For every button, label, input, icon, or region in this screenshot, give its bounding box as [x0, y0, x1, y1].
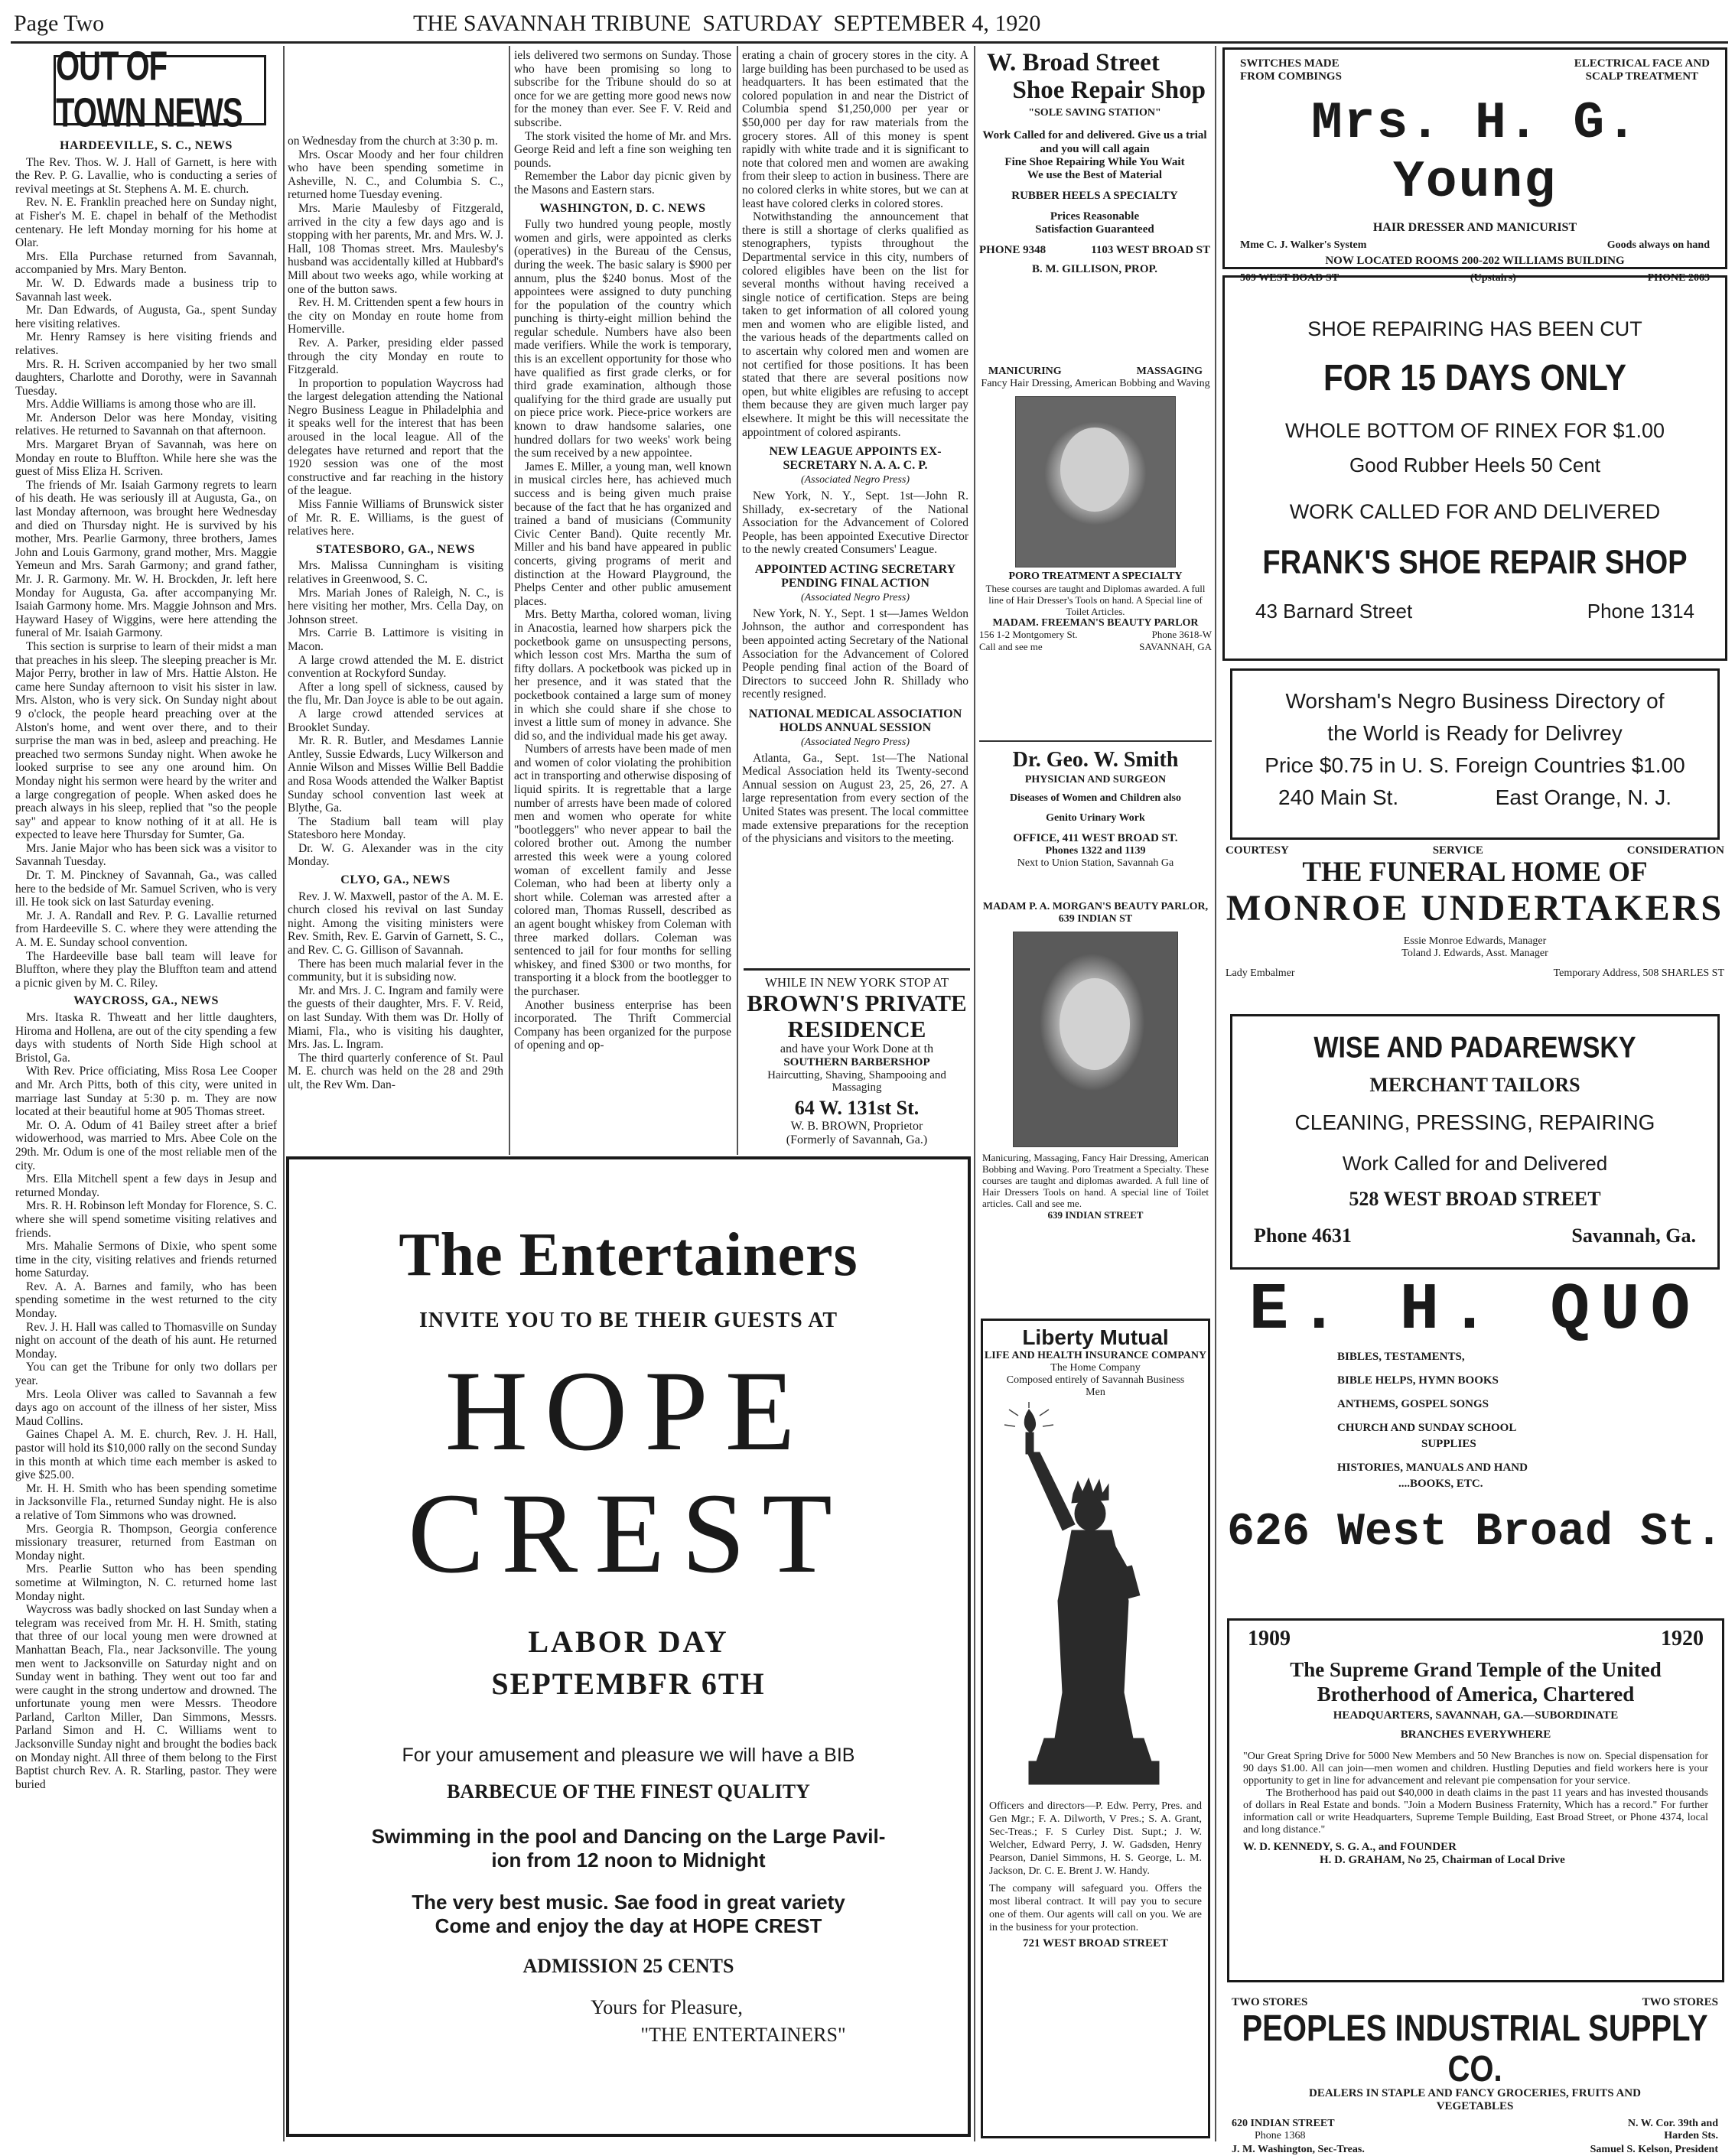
- ad-line: Satisfaction Guaranteed: [1035, 223, 1154, 236]
- news-column-3: [514, 49, 731, 1152]
- masthead-title: THE SAVANNAH TRIBUNE SATURDAY SEPTEMBER 4, 1920: [413, 11, 1041, 36]
- news-paragraph: Gaines Chapel A. M. E. church, Rev. J. H. Hall, pastor will hold its $10,000 rally on the second Sunday in this month at which time each member is asked to give $25.00.: [15, 1428, 277, 1482]
- ad-address: 240 Main St.: [1278, 785, 1399, 809]
- news-paragraph: Mrs. Leola Oliver was called to Savannah a few days ago on account of the illness of her sister, Miss Maud Collins.: [15, 1387, 277, 1428]
- news-paragraph: erating a chain of grocery stores in the city. A large building has been purchased to be used as headquarters. It has been estimated that the colored population in and near the District of Columbia spend $1,250,000 per year or $50,000 per day for raw materials from the grocery stores. All of this money is spent rapidly with white trade and it is significant to note that colored men and women are awaking from their sleep to action in business. There are no colored clerks in white stores, but we can at least have colored clerks in colored stores.: [742, 49, 968, 210]
- ad-line: (Upstairs): [1470, 272, 1516, 284]
- pedestal-base: [1029, 1761, 1159, 1784]
- news-column-2: [288, 135, 503, 1152]
- ad-title: The Supreme Grand Temple of the United Brotherhood of America, Chartered: [1290, 1658, 1662, 1706]
- news-paragraph: Fully two hundred young people, mostly women and girls, were appointed as clerks (operatives) in the Bureau of the Census, during the week. The basic salary is $900 per annum, plus the $240 bonus. Most of the appointees were assigned to duty punching for the population of the country which punching is thirty-eight million behind the regular schedule. Numbers have also been made verifiers. While the work is temporary, this is an excellent opportunity for those who have qualified as first grade clerks, or for third grade examination, although those qualifying for the third grade are usually put on piece price work. Piece-price workers are known to draw handsome salaries, one hundred dollars for two weeks' work being the sum received by a new appointee.: [514, 218, 731, 460]
- ad-line: and have your Work Done at th: [780, 1042, 934, 1055]
- ad-line: Next to Union Station, Savannah Ga: [1017, 857, 1174, 869]
- ad-line: Prices Reasonable: [1050, 210, 1140, 223]
- news-paragraph: New York, N. Y., Sept. 1 st—James Weldon Johnson, the author and correspondent has been appointed acting Secretary of the National Association for the Advancement of Colored People pending final action of the Board of Directors to succeed John R. Shillady who recently resigned.: [742, 606, 968, 701]
- news-paragraph: New York, N. Y., Sept. 1st—John R. Shillady, ex-secretary of the National Association for the Advancement of Colored People, has been appointed Executive Director to the newly created Consumers' League.: [742, 489, 968, 557]
- column-rule: [509, 46, 510, 1155]
- ad-year: 1909: [1248, 1627, 1291, 1650]
- ad-line: PHYSICIAN AND SURGEON: [1024, 774, 1167, 785]
- entertainers-ad: [286, 1156, 971, 2137]
- news-paragraph: Atlanta, Ga., Sept. 1st—The National Medical Association held its Twenty-second Annual session on August 23, 25, 26, 27. A large representation from every section of the United States was present. The local committee made extensive preparations for the reception of the physicians and visitors to the meeting.: [742, 751, 968, 846]
- ad-line: Haircutting, Shaving, Shampooing and Massaging: [767, 1069, 946, 1094]
- ad-line: Goods always on hand: [1606, 239, 1710, 251]
- ad-line: WHILE IN NEW YORK STOP AT: [764, 975, 949, 990]
- news-paragraph: Mrs. Pearlie Sutton who has been spending sometime at Wilmington, N. C. returned home last Monday night.: [15, 1563, 277, 1603]
- ad-address: 639 INDIAN STREET: [1047, 1209, 1144, 1221]
- news-paragraph: Mrs. Addie Williams is among those who are ill.: [26, 398, 256, 411]
- ad-address: East Orange, N. J.: [1495, 785, 1672, 809]
- ad-phone: PHONE 9348: [979, 244, 1047, 256]
- ad-line: HAIR DRESSER AND MANICURIST: [1372, 221, 1577, 234]
- ad-line: SERVICE: [1432, 844, 1483, 857]
- news-paragraph: Mr. R. R. Butler, and Mesdames Lannie Antley, Sussie Edwards, Lucy Wilkerson and Annie Wilson and Misses Willie Bell Baddie and Rosa Woods attended the Walker Baptist Sunday school convention last week at Blythe, Ga.: [288, 734, 503, 815]
- ad-line: WHOLE BOTTOM OF RINEX FOR $1.00: [1284, 419, 1665, 442]
- ad-line: Good Rubber Heels 50 Cent: [1349, 454, 1601, 476]
- ad-line: For your amusement and pleasure we will have a BIB: [402, 1745, 855, 1766]
- ad-title: THE FUNERAL HOME OF: [1302, 857, 1648, 888]
- ad-line: ....BOOKS, ETC.: [1398, 1478, 1483, 1490]
- news-paragraph: The stork visited the home of Mr. and Mrs. George Reid and left a fine son weighing ten pounds.: [514, 129, 731, 170]
- news-paragraph: This section is surprise to learn of their midst a man that preaches in his sleep. The sleeping preacher is Mr. Major Perry, brother in law of Mrs. Hattie Alston. He came here Sunday afternoon to visit his sister in law. Mrs. Alston, who is very sick. On Sunday night about 9 o'clock, the people heard preaching over at the Alston's home, and went over there, and to their surprise the man was in bed, asleep and preaching. He preached two sermons Sunday night. When awoke he looked surprise to see any one around him. On Monday night his sermon were heard by the writer and a large congregation of people. When asked does he preach always in his sleep, replied that "so the people say" and appear to know nothing of it at all. He is expected to leave here Thursday for Sumter, Ga.: [15, 639, 277, 842]
- news-paragraph: iels delivered two sermons on Sunday. Those who have been promising so long to subscribe for the Tribune should do so at once for we are getting more good news now for the money than ever. See F. V. Reid and subscribe.: [514, 49, 731, 129]
- ad-line: SCALP TREATMENT: [1585, 70, 1699, 83]
- news-paragraph: Waycross was badly shocked on last Sunday when a telegram was received from Mr. H. H. Smith, stating that three of our local young men were drowned at Manhattan Beach, Fla., near Jacksonville. The young men went to Jacksonville on Saturday night and on Sunday went in bathing. They went out too far and were caught in the strong undertow and drowned. The unfortunate young men were Messrs. Theodore Parland, Carlton Miller, Dan Simmons, Messrs. Parland Simon and H. C. Williams went to Jacksonville Sunday night and brought the bodies back on Monday night. All three of them belong to the First Baptist church Rev. A. R. Starling, pastor. They were buried: [15, 1603, 277, 1791]
- ad-title: E. H. QUO: [1248, 1273, 1701, 1348]
- column-rule: [737, 46, 738, 1155]
- wire-credit: (Associated Negro Press): [800, 592, 910, 604]
- ad-heading: BROWN'S PRIVATE: [747, 990, 967, 1016]
- ad-line: J. M. Washington, Sec-Treas.: [1232, 2144, 1365, 2155]
- news-paragraph: Mr. and Mrs. J. C. Ingram and family were the guests of their daughter, Mrs. F. V. Reid, on last Sunday. With them was Dr. Holly of Miami, Fla., who is visiting his daughter, Mrs. Jas. L. Ingram.: [288, 984, 503, 1052]
- ad-line: PORO TREATMENT A SPECIALTY: [1008, 571, 1183, 582]
- ad-signature: "THE ENTERTAINERS": [640, 2024, 846, 2046]
- news-paragraph: Notwithstanding the announcement that there is still a shortage of clerks qualified as stenographers, typists throughout the Departmental service in this city, numbers of colored eligibles have been on the list for several months without having received a single notice of certification. Steps are being taken to get information of all colored young men and women who are eligible listed, and the various heads of the departments called on to ascertain why colored men and women are not certified for those positions. It has been stated that there are several positions now open, but white eligibles are refusing to accept them because they are given much larger pay elsewhere. It might be this will necessitate the appointment of colored aspirants.: [742, 210, 968, 439]
- ad-line: BARBECUE OF THE FINEST QUALITY: [447, 1780, 810, 1803]
- news-paragraph: A large crowd attended services at Brooklet Sunday.: [288, 707, 503, 734]
- hope-crest-crest: CREST: [408, 1470, 849, 1597]
- news-column-1: [15, 135, 277, 2138]
- news-paragraph: With Rev. Price officiating, Miss Rosa Lee Cooper and Mr. Arch Pitts, both of this city, were united in marriage last Sunday at 5:30 p. m. They are now located at their beautiful home at 905 Thomas street.: [15, 1065, 277, 1119]
- ad-title: MONROE UNDERTAKERS: [1226, 888, 1724, 928]
- news-paragraph: Mrs. Betty Martha, colored woman, living in Anacostia, learned how sharpers pick the pocketbook game on unsuspecting persons, which lesson cost Mrs. Martha the sum of fifty dollars. A pocketbook was picked up in her presence, and it was stated that the pocketbook contained a large sum of money in which she could share if she chose to invest a little sum of money in advance. She did so, and the individual made his get away.: [514, 608, 731, 743]
- portrait-face: [1060, 978, 1130, 1070]
- ad-title: PEOPLES INDUSTRIAL SUPPLY CO.: [1242, 2008, 1708, 2089]
- news-paragraph: Mr. O. A. Odum of 41 Bailey street after a brief widowerhood, was married to Mrs. Abee Cole on the 29th. Mr. Odum is one of the most reliable men of the city.: [15, 1118, 277, 1172]
- freeman-portrait: [1015, 396, 1176, 567]
- ad-year: 1920: [1661, 1627, 1704, 1650]
- news-paragraph: Mr. Dan Edwards, of Augusta, Ga., spent Sunday here visiting relatives.: [15, 304, 277, 330]
- ad-line: ADMISSION 25 CENTS: [522, 1955, 734, 1977]
- ad-line: ELECTRICAL FACE AND: [1574, 57, 1710, 70]
- ad-line: Yours for Pleasure,: [591, 1996, 743, 2018]
- ad-line: ion from 12 noon to Midnight: [491, 1849, 766, 1871]
- ad-line: Come and enjoy the day at HOPE CREST: [435, 1914, 822, 1937]
- ad-address: 43 Barnard Street: [1255, 600, 1413, 623]
- news-paragraph: Mrs. Malissa Cunningham is visiting relatives in Greenwood, S. C.: [288, 559, 503, 586]
- news-paragraph: Mrs. Itaska R. Thweatt and her little daughters, Hiroma and Hollena, are out of the city spending a few days with students of North Side High school at Bristol, Ga.: [15, 1011, 277, 1065]
- news-paragraph: The Stadium ball team will play Statesboro here Monday.: [288, 815, 503, 842]
- ad-address: 1103 WEST BROAD ST: [1091, 244, 1210, 256]
- ad-line: BIBLES, TESTAMENTS,: [1337, 1351, 1465, 1363]
- torch-ray: [1009, 1410, 1018, 1416]
- column-rule: [1215, 46, 1216, 2141]
- news-paragraph: After a long spell of sickness, caused by the flu, Mr. Dan Joyce is able to be out again.: [288, 680, 503, 707]
- ad-line: Swimming in the pool and Dancing on the Large Pavil-: [371, 1825, 886, 1848]
- ad-line: Composed entirely of Savannah Business Men: [1006, 1374, 1185, 1398]
- peoples-supply-ad: [1224, 1996, 1726, 2155]
- hope-crest-hope: HOPE: [444, 1348, 812, 1475]
- ad-address: Temporary Address, 508 SHARLES ST: [1553, 967, 1724, 979]
- ad-line: SEPTEMBFR 6TH: [491, 1667, 766, 1701]
- ad-heading: RESIDENCE: [787, 1016, 926, 1042]
- news-paragraph: Miss Fannie Williams of Brunswick sister of Mr. R. E. Williams, is the guest of relatives here.: [288, 498, 503, 538]
- column-rule: [974, 46, 975, 2141]
- ad-line: TWO STORES: [1642, 1996, 1718, 2008]
- news-paragraph: Mrs. Janie Major who has been sick was a visitor to Savannah Tuesday.: [15, 841, 277, 869]
- franks-shoe-repair-ad: [1222, 275, 1727, 661]
- ad-line: BRANCHES EVERYWHERE: [1400, 1728, 1551, 1741]
- ad-address: 64 W. 131st St.: [794, 1097, 920, 1119]
- ad-line: Call and see me: [979, 641, 1043, 652]
- ad-line: CLEANING, PRESSING, REPAIRING: [1294, 1111, 1655, 1134]
- ad-line: SAVANNAH, GA: [1139, 641, 1212, 652]
- news-paragraph: Rev. A. A. Barnes and family, who has been spending sometime in the west returned to the city Monday.: [15, 1280, 277, 1321]
- ad-line: The Home Company: [1050, 1362, 1141, 1374]
- ad-line: W. B. BROWN, Proprietor: [790, 1120, 923, 1133]
- ad-address: 620 INDIAN STREET: [1232, 2118, 1335, 2129]
- news-paragraph: Rev. A. Parker, presiding elder passed through the city Monday en route to Fitzgerald.: [288, 336, 503, 377]
- ad-address: OFFICE, 411 WEST BROAD ST.: [1013, 832, 1178, 844]
- news-paragraph: on Wednesday from the church at 3:30 p. m.: [288, 135, 498, 148]
- ad-address: Savannah, Ga.: [1571, 1224, 1696, 1247]
- ad-line: Fine Shoe Repairing While You Wait: [1004, 156, 1185, 168]
- news-paragraph: Numbers of arrests have been made of men and women of color violating the prohibition act in transporting and otherwise disposing of liquid spirits. It is regrettable that a large number of arrests have been made of colored men and women who operate for white "bootleggers" who never appear to bail the colored brother out. Among the number arrested this week were a young colored woman of excellent family and Jesse Coleman, who had been at liberty only a short while. Coleman was arrested after a colored man, Thomas Russell, described as an agent bought whiskey from Coleman with three marked dollars. Coleman was sentenced to jail for four months for selling whiskey, and fined $300 or two months, for transporting it a block from the bootlegger to the purchaser.: [514, 743, 731, 998]
- news-paragraph: Mrs. Carrie B. Lattimore is visiting in Macon.: [288, 626, 503, 653]
- ad-line: COURTESY: [1226, 844, 1289, 857]
- ad-title: W. Broad Street: [987, 49, 1160, 76]
- wire-credit: (Associated Negro Press): [800, 737, 910, 749]
- wise-padarewsky-ad: [1230, 1014, 1720, 1270]
- ad-line: LABOR DAY: [528, 1624, 729, 1659]
- dr-smith-ad: [979, 740, 1212, 895]
- freeman-beauty-parlor-ad: [979, 366, 1212, 733]
- news-paragraph: Mr. J. A. Randall and Rev. P. G. Lavallie returned from Hardeeville S. C. where they were attending the A. M. E. Sunday school convention.: [15, 909, 277, 950]
- ad-line: LIFE AND HEALTH INSURANCE COMPANY: [984, 1350, 1207, 1361]
- headline-clyo: CLYO, GA., NEWS: [340, 873, 451, 887]
- ad-line: Work Called for and Delivered: [1342, 1152, 1608, 1175]
- ad-phone: Phone 4631: [1254, 1224, 1352, 1247]
- morgan-portrait: [1013, 932, 1178, 1147]
- morgan-beauty-parlor-ad: [979, 901, 1212, 1276]
- headline-waycross: WAYCROSS, GA., NEWS: [73, 994, 219, 1008]
- news-paragraph: Another business enterprise has been incorporated. The Thrift Commercial Company has been organized for the purpose of opening and op-: [514, 998, 731, 1052]
- ad-title: WISE AND PADAREWSKY: [1313, 1031, 1636, 1065]
- news-paragraph: The Hardeeville base ball team will leave for Bluffton, where they play the Bluffton team and attend a picnic given by M. C. Riley.: [15, 949, 277, 990]
- ad-line: INVITE YOU TO BE THEIR GUESTS AT: [418, 1309, 838, 1332]
- news-paragraph: Rev. J. H. Hall was called to Thomasville on Sunday night on account of the death of his aunt. He returned Monday.: [15, 1320, 277, 1361]
- news-paragraph: Mrs. Ella Purchase returned from Savannah, accompanied by Mrs. Mary Benton.: [15, 249, 277, 277]
- ad-line: SOUTHERN BARBERSHOP: [783, 1056, 930, 1068]
- ad-line: Mme C. J. Walker's System: [1240, 239, 1367, 251]
- ad-title: FOR 15 DAYS ONLY: [1323, 356, 1627, 398]
- news-paragraph: Mr. Anderson Delor was here Monday, visiting relatives. He returned to Savannah on that afternoon.: [15, 411, 277, 438]
- page-label: Page Two: [14, 11, 105, 36]
- ad-title: FRANK'S SHOE REPAIR SHOP: [1262, 544, 1688, 582]
- ad-address: 156 1-2 Montgomery St.: [979, 629, 1078, 640]
- ad-line: BIBLE HELPS, HYMN BOOKS: [1337, 1374, 1499, 1387]
- headline-medical-association: NATIONAL MEDICAL ASSOCIATION HOLDS ANNUAL SESSION: [748, 707, 962, 734]
- news-paragraph: Mrs. Georgia R. Thompson, Georgia conference missionary treasurer, returned from Eastman on Monday night.: [15, 1522, 277, 1563]
- news-paragraph: Mrs. Mahalie Sermons of Dixie, who spent some time in the city, visiting relatives and friends returned home Saturday.: [15, 1240, 277, 1280]
- ad-line: These courses are taught and Diplomas awarded. A full line of Hair Dresser's Tools on hand. A Special line of Toilet Articles.: [985, 583, 1206, 617]
- ad-line: DEALERS IN STAPLE AND FANCY GROCERIES, FRUITS AND VEGETABLES: [1309, 2087, 1641, 2112]
- ad-title: Liberty Mutual: [1022, 1325, 1169, 1349]
- wire-credit: (Associated Negro Press): [800, 474, 910, 486]
- news-paragraph: Mrs. Ella Mitchell spent a few days in Jesup and returned Monday.: [15, 1172, 277, 1199]
- eh-quo-ad: [1222, 1273, 1727, 1624]
- supreme-temple-ad: [1227, 1618, 1724, 1982]
- ad-line: Essie Monroe Edwards, Manager: [1403, 935, 1547, 947]
- ad-line: SWITCHES MADE: [1240, 57, 1339, 70]
- worsham-directory-ad: [1230, 668, 1720, 840]
- news-paragraph: Rev. N. E. Franklin preached here on Sunday night, at Fisher's M. E. chapel in behalf of the Methodist centenary. He left Monday morning for his home at Olar.: [15, 196, 277, 250]
- raised-arm: [1027, 1452, 1075, 1530]
- ad-line: Genito Urinary Work: [1046, 812, 1145, 824]
- headline-new-league: NEW LEAGUE APPOINTS EX-SECRETARY N. A. A. C. P.: [769, 445, 942, 472]
- ad-line: W. D. KENNEDY, S. G. A., and FOUNDER: [1243, 1841, 1457, 1853]
- torch-ray: [1004, 1425, 1015, 1426]
- ad-line: SHOE REPAIRING HAS BEEN CUT: [1307, 317, 1642, 340]
- ad-address: Harden Sts.: [1664, 2130, 1718, 2141]
- w-broad-shoe-repair-ad: [979, 49, 1210, 408]
- torch-handle: [1026, 1432, 1034, 1454]
- ad-address: N. W. Cor. 39th and: [1627, 2118, 1718, 2129]
- browns-residence-ad: [744, 968, 970, 1154]
- column-rule: [283, 46, 285, 2141]
- news-paragraph: Remember the Labor day picnic given by the Masons and Eastern stars.: [514, 170, 731, 197]
- ad-line: "Our Great Spring Drive for 5000 New Members and 50 New Branches is now on. Special dispensation for 90 days $1.00. All can join—men women and children. Hustling Deputies and field workers here is your opportunity to get in line for advancement and relevant pie compensation for your service.: [1243, 1751, 1708, 1787]
- ad-phone: PHONE 2063: [1647, 272, 1710, 284]
- news-paragraph: The third quarterly conference of St. Paul M. E. church was held on the 28 and 29th ult, the Rev Wm. Dan-: [288, 1051, 503, 1091]
- news-paragraph: Mrs. Marie Maulesby of Fitzgerald, arrived in the city a few days ago and is stopping with her parents, Mr. and Mrs. W. J. Hall, 108 Thomas street. Mrs. Maulesby's husband was accidentally killed at Hubbard's Mill about two weeks ago, while working at one of the button saws.: [288, 201, 503, 296]
- headline-washington: WASHINGTON, D. C. NEWS: [539, 201, 706, 215]
- ad-line: HISTORIES, MANUALS AND HAND: [1337, 1462, 1528, 1474]
- statue-head: [1075, 1497, 1105, 1530]
- ad-line: Officers and directors—P. Edw. Perry, Pres. and Gen Mgr.; F. A. Dilworth, V Pres.; S. A. Grant, Sec-Treas.; F. S Curley Dist. Supt.; J. W. Welcher, Edward Perry, J. W. Gadsden, Henry Pearson, Daniel Simmons, H. S. George, L. M. Jackson, Dr. C. E. Brent J. W. Handy.: [989, 1800, 1202, 1877]
- statue-of-liberty-illustration: [983, 1402, 1206, 1800]
- headline-acting-secretary: APPOINTED ACTING SECRETARY PENDING FINAL ACTION: [754, 562, 956, 590]
- ad-line: CHURCH AND SUNDAY SCHOOL: [1337, 1422, 1517, 1434]
- ad-line: MADAM. FREEMAN'S BEAUTY PARLOR: [992, 617, 1199, 629]
- ad-address: 626 West Broad St.: [1226, 1507, 1724, 1559]
- ad-line: CONSIDERATION: [1626, 844, 1724, 857]
- ad-line: TWO STORES: [1232, 1996, 1308, 2008]
- pedestal: [1037, 1738, 1151, 1761]
- ad-line: H. D. GRAHAM, No 25, Chairman of Local Drive: [1320, 1854, 1565, 1866]
- monroe-undertakers-ad: [1222, 844, 1727, 1010]
- ad-line: HEADQUARTERS, SAVANNAH, GA.—SUBORDINATE: [1333, 1709, 1619, 1722]
- ad-line: NOW LOCATED ROOMS 200-202 WILLIAMS BUILDING: [1325, 255, 1625, 267]
- ad-line: Manicuring, Massaging, Fancy Hair Dressing, American Bobbing and Waving. Poro Treatment a Specialty. These courses are taught and diplomas awarded. A full line of Hair Dressers Tools on hand. A special line of Toilet articles. Call and see me.: [982, 1152, 1209, 1209]
- ad-line: "SOLE SAVING STATION": [1028, 107, 1161, 119]
- ad-line: Worsham's Negro Business Directory of: [1285, 689, 1665, 713]
- masthead-rule: [11, 41, 1728, 44]
- ad-line: Lady Embalmer: [1226, 967, 1295, 979]
- ad-line: Diseases of Women and Children also: [1010, 792, 1181, 804]
- news-paragraph: Dr. W. G. Alexander was in the city Monday.: [288, 841, 503, 869]
- news-paragraph: The Rev. Thos. W. J. Hall of Garnett, is here with the Rev. P. G. Lavallie, who is conducting a series of revival meetings at St. Stephens A. M. E. church.: [15, 155, 277, 196]
- liberty-mutual-ad: [981, 1319, 1210, 2138]
- section-title-box: [54, 44, 266, 136]
- news-paragraph: Rev. J. W. Maxwell, pastor of the A. M. E. church closed his revival on last Sunday night. Among the visiting ministers were Rev. Smith, Rev. E. Garvin of Garnett, S. C., and Rev. C. G. Gillison of Savannah.: [288, 889, 503, 958]
- torch-ray: [1043, 1425, 1053, 1426]
- news-paragraph: The friends of Mr. Isaiah Garmony regrets to learn of his death. He was seriously ill at Augusta, Ga., on last Monday afternoon, was brought here Wednesday and died on Thursday night. He is survived by his mother, Mrs. Pearlie Garmony, three brothers, James John and Louis Garmony, grand mother, Mrs. Maggie Yemeun and Mrs. Sarah Garmony; and grand father, Mr. J. R. Garmony. Mr. W. H. Brockden, Jr. left here Monday for Augusta, Ga. after accompanying Mr. Isaiah Garmony home. Mrs. Maggie Johnson and Mrs. Hayward Hasey of Wiggins, were here attending the funeral of Mr. Isaiah Garmony.: [15, 478, 277, 640]
- torch-flame: [1024, 1410, 1035, 1432]
- ad-line: MERCHANT TAILORS: [1369, 1074, 1580, 1096]
- ad-phone: Phone 3618-W: [1151, 629, 1212, 640]
- ad-line: Fancy Hair Dressing, American Bobbing and Waving: [981, 378, 1210, 389]
- ad-line: The company will safeguard you. Offers the most liberal contract. It will pay you to secure one of them. Our agents will call on you. We are in the business for your protection.: [989, 1883, 1202, 1933]
- news-paragraph: Mrs. Oscar Moody and her four children who have been spending sometime in Asheville, N. C., and Columbia S. C., returned home Tuesday evening.: [288, 148, 503, 202]
- ad-line: ANTHEMS, GOSPEL SONGS: [1337, 1398, 1489, 1410]
- ad-line: The Brotherhood has paid out $40,000 in death claims in the past 11 years and has invested thousands of dollars in Real Estate and bonds. "Join a Modern Business Fraternity, Which has a record." For further information call or write Headquarters, Supreme Temple Building, East Broad Street, or Phone 4374, local and long distance.": [1243, 1787, 1708, 1836]
- ad-line: FROM COMBINGS: [1240, 70, 1342, 83]
- ad-line: RUBBER HEELS A SPECIALTY: [1011, 190, 1178, 202]
- ad-line: MASSAGING: [1136, 366, 1203, 377]
- ad-line: SUPPLIES: [1421, 1438, 1476, 1450]
- headline-statesboro: STATESBORO, GA., NEWS: [316, 542, 475, 556]
- ad-title: Dr. Geo. W. Smith: [1012, 748, 1179, 772]
- news-paragraph: Mrs. Mariah Jones of Raleigh, N. C., is here visiting her mother, Mrs. Cella Day, on Johnson street.: [288, 586, 503, 626]
- ad-line: Price $0.75 in U. S. Foreign Countries $1.00: [1265, 753, 1685, 777]
- ad-title: Shoe Repair Shop: [1012, 76, 1206, 104]
- ad-line: MADAM P. A. MORGAN'S BEAUTY PARLOR, 639 INDIAN ST: [982, 901, 1209, 925]
- news-paragraph: Mrs. R. H. Robinson left Monday for Florence, S. C. where she will spend sometime visiting relatives and friends.: [15, 1199, 277, 1240]
- ad-phone: Phones 1322 and 1139: [1045, 845, 1146, 857]
- ad-line: (Formerly of Savannah, Ga.): [786, 1133, 928, 1146]
- ad-phone: Phone 1314: [1587, 600, 1694, 623]
- ad-address: 509 WEST BOAD ST: [1240, 272, 1339, 284]
- news-paragraph: There has been much malarial fever in the community, but it is subsiding now.: [288, 957, 503, 984]
- torch-ray: [1040, 1410, 1049, 1416]
- ad-line: the World is Ready for Delivrey: [1327, 721, 1623, 745]
- ad-line: MANICURING: [988, 366, 1062, 377]
- news-paragraph: Mr. W. D. Edwards made a business trip to Savannah last week.: [15, 276, 277, 304]
- ad-line: WORK CALLED FOR AND DELIVERED: [1289, 500, 1661, 523]
- news-paragraph: You can get the Tribune for only two dollars per year.: [15, 1361, 277, 1388]
- news-paragraph: James E. Miller, a young man, well known in musical circles here, has achieved much success and is being given much praise because of the fact that he has organized and trained a band of musicians (Community Civic Center Band). Quite recently Mr. Miller and his band have appeared in public concerts, giving programs of merit and distinction at the Howard Playground, the Phelps Center and other public amusement places.: [514, 460, 731, 608]
- ad-title: The Entertainers: [399, 1221, 858, 1289]
- section-title: OUT OF TOWN NEWS: [56, 44, 243, 136]
- ad-phone: Phone 1368: [1255, 2130, 1306, 2141]
- mrs-young-ad: [1222, 47, 1727, 284]
- ad-line: The very best music. Sae food in great variety: [412, 1891, 845, 1914]
- news-paragraph: Dr. T. M. Pinckney of Savannah, Ga., was called here to the bedside of Mr. Samuel Scriven, who is very ill. He took sick on last Saturday evening.: [15, 869, 277, 909]
- ad-line: B. M. GILLISON, PROP.: [1031, 263, 1158, 275]
- ad-line: Work Called for and delivered. Give us a trial and you will call again: [982, 129, 1207, 155]
- news-paragraph: Mr. H. H. Smith who has been spending sometime in Jacksonville Fla., returned Sunday night. He is also a relative of Tom Simmons who was drowned.: [15, 1481, 277, 1522]
- ad-address: 528 WEST BROAD STREET: [1349, 1188, 1601, 1210]
- news-paragraph: Mr. Henry Ramsey is here visiting friends and relatives.: [15, 330, 277, 357]
- ad-address: 721 WEST BROAD STREET: [1023, 1937, 1168, 1950]
- portrait-face: [1060, 428, 1129, 512]
- news-paragraph: In proportion to population Waycross had the largest delegation attending the National Negro Business League in Philadelphia and it speaks well for the interest that has been aroused in the local league. All of the delegates have returned and report that the 1920 session was one of the most constructive and far reaching in the history of the league.: [288, 376, 503, 498]
- ad-line: Samuel S. Kelson, President: [1590, 2144, 1718, 2155]
- news-paragraph: Mrs. Margaret Bryan of Savannah, was here on Monday en route to Bluffton. While here she was the guest of Miss Eliza H. Scriven.: [15, 438, 277, 479]
- headline-hardeeville: HARDEEVILLE, S. C., NEWS: [60, 139, 233, 152]
- ad-line: We use the Best of Material: [1027, 169, 1163, 181]
- news-column-4: [742, 49, 968, 951]
- news-paragraph: Mrs. R. H. Scriven accompanied by her two small daughters, Charlotte and Dorothy, were in Savannah Tuesday.: [15, 357, 277, 398]
- ad-line: Toland J. Edwards, Asst. Manager: [1401, 948, 1548, 959]
- news-paragraph: A large crowd attended the M. E. district convention at Rockyford Sunday.: [288, 653, 503, 681]
- news-paragraph: Rev. H. M. Crittenden spent a few hours in the city on Monday en route home from Homerville.: [288, 296, 503, 337]
- ad-title: Mrs. H. G. Young: [1310, 94, 1639, 212]
